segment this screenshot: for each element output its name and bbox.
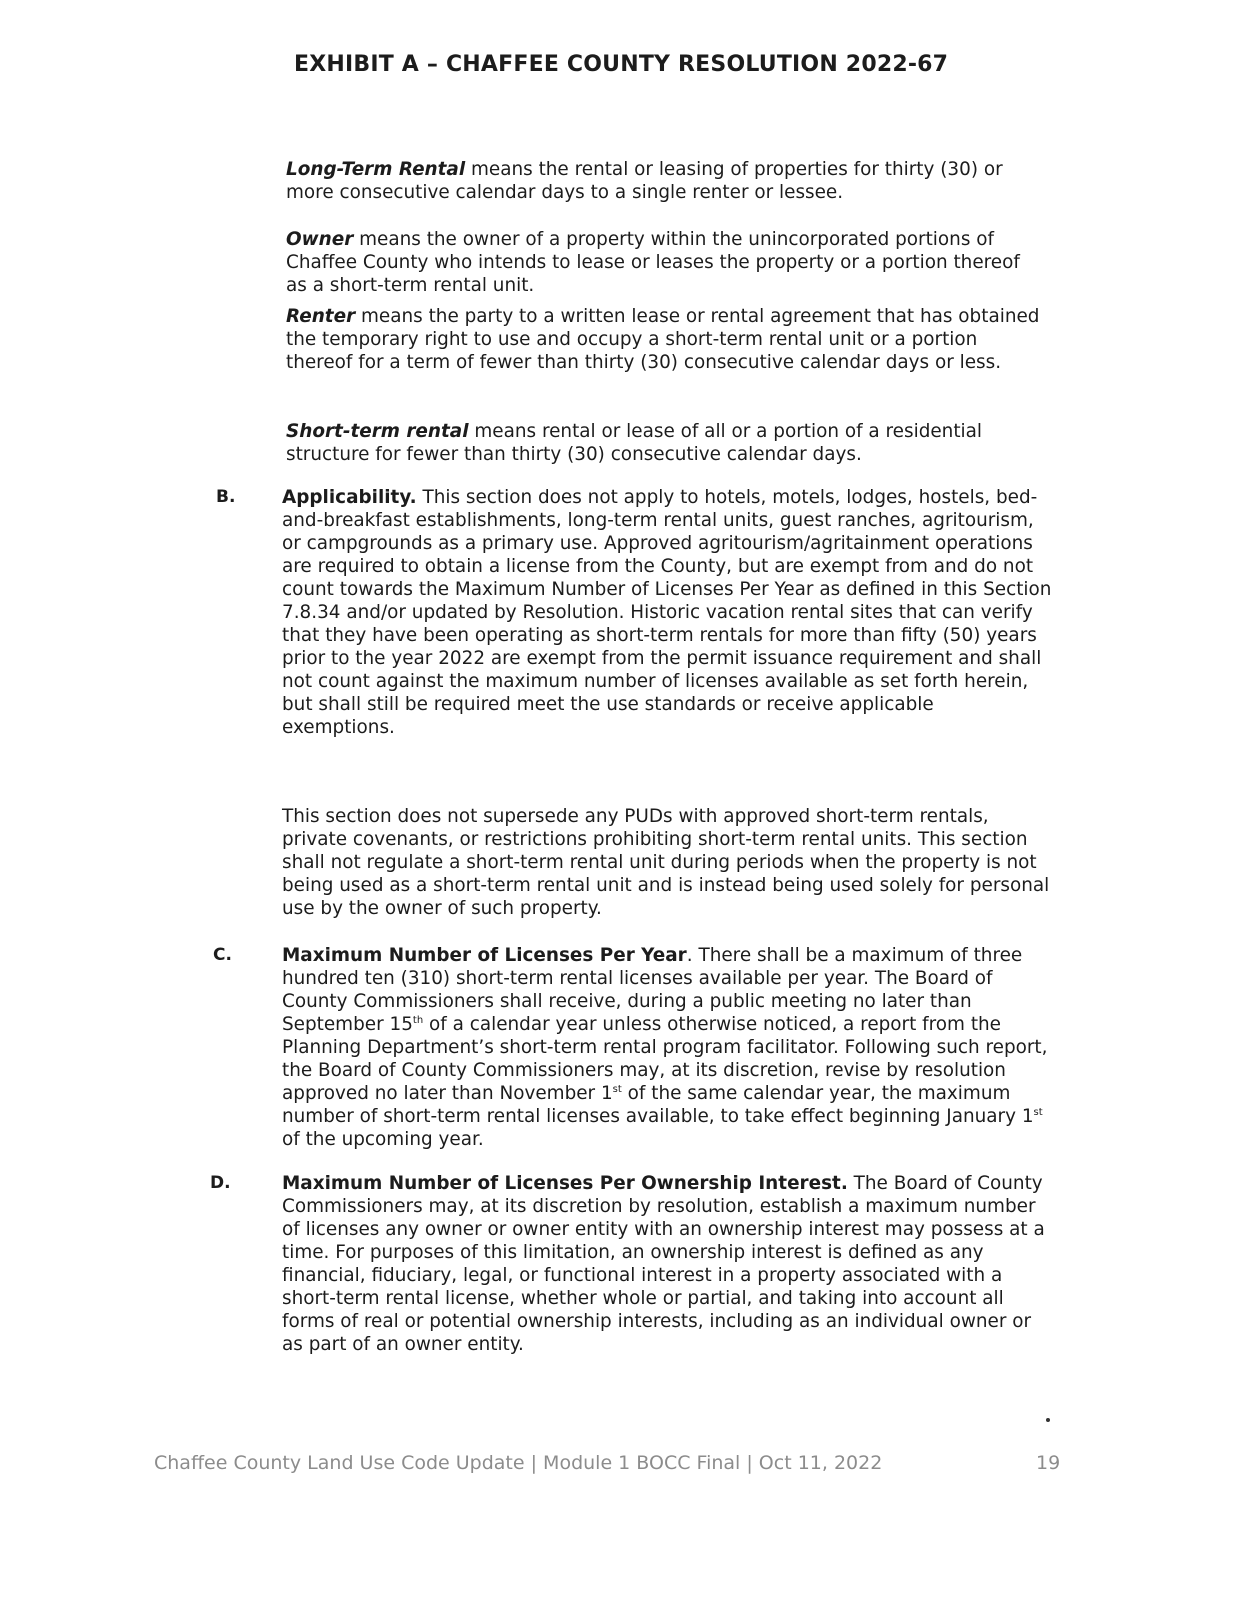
section-text: The Board of County Commissioners may, at its discretion by resolution, establish a maximum number of licenses any owner or owner entity with an ownership interest may possess at a time. For purposes of this limitation, an ownership interest is defined as any financial, fiduciary, legal, or functional interest in a property associated with a short-term rental license, whether whole or partial, and taking into account all forms of real or potential ownership interests, including as an individual owner or as part of an owner entity. (282, 1173, 1045, 1355)
definition-owner (286, 228, 1046, 297)
definition-term: Short-term rental (286, 421, 469, 442)
section-heading: Maximum Number of Licenses Per Year (282, 945, 687, 966)
section-text: of the upcoming year. (282, 1129, 484, 1150)
definition-renter (286, 305, 1046, 374)
section-d-max-licenses-per-ownership (282, 1172, 1052, 1356)
superscript: st (1033, 1106, 1043, 1118)
section-c-max-licenses-per-year (282, 944, 1052, 1151)
definition-term: Long-Term Rental (286, 159, 466, 180)
page-title: EXHIBIT A – CHAFFEE COUNTY RESOLUTION 2022-67 (294, 52, 949, 77)
definition-text: means the party to a written lease or rental agreement that has obtained the temporary right to use and occupy a short-term rental unit or a portion thereof for a term of fewer than thirty (30) consecutive calendar days or less. (286, 306, 1040, 373)
section-text: of a calendar year unless otherwise noticed, a report from the Planning Department’s short-term rental program facilitator. Following such report, the Board of County Commissioners may, at its discretion, revise by resolution approved no later than November 1 (282, 1014, 1048, 1104)
section-letter-c: C. (213, 945, 232, 965)
definition-long-term-rental (286, 158, 1046, 204)
page-number: 19 (1036, 1452, 1061, 1474)
section-heading: Applicability. (282, 487, 417, 508)
scan-speck (1046, 1418, 1050, 1422)
section-heading: Maximum Number of Licenses Per Ownership Interest. (282, 1173, 848, 1194)
footer-text: Chaffee County Land Use Code Update | Module 1 BOCC Final | Oct 11, 2022 (154, 1452, 883, 1474)
section-b-paragraph-2 (282, 805, 1052, 920)
section-text: . There shall be a maximum of three hundred ten (310) short-term rental licenses available per year. The Board of County Commissioners shall receive, during a public meeting no later than September 15 (282, 945, 1023, 1035)
section-text: This section does not supersede any PUDs with approved short-term rentals, private covenants, or restrictions prohibiting short-term rental units. This section shall not regulate a short-term rental unit during periods when the property is not being used as a short-term rental unit and is instead being used solely for personal use by the owner of such property. (282, 806, 1050, 919)
definition-text: means the owner of a property within the unincorporated portions of Chaffee County who intends to lease or leases the property or a portion thereof as a short-term rental unit. (286, 229, 1020, 296)
section-letter-d: D. (210, 1173, 231, 1193)
definition-term: Renter (286, 306, 356, 327)
definition-text: means the rental or leasing of properties for thirty (30) or more consecutive calendar days to a single renter or lessee. (286, 159, 1003, 203)
section-b-applicability (282, 486, 1052, 739)
definition-text: means rental or lease of all or a portion of a residential structure for fewer than thirty (30) consecutive calendar days. (286, 421, 983, 465)
definition-short-term-rental (286, 420, 1046, 466)
superscript: th (412, 1014, 424, 1026)
section-letter-b: B. (216, 487, 236, 507)
definition-term: Owner (286, 229, 354, 250)
superscript: st (612, 1083, 622, 1095)
section-text: of the same calendar year, the maximum number of short-term rental licenses available, to take effect beginning January 1 (282, 1083, 1034, 1127)
section-text: This section does not apply to hotels, motels, lodges, hostels, bed-and-breakfast establishments, long-term rental units, guest ranches, agritourism, or campgrounds as a primary use. Approved agritourism/agritainment operations are required to obtain a license from the County, but are exempt from and do not count towards the Maximum Number of Licenses Per Year as defined in this Section 7.8.34 and/or updated by Resolution. Historic vacation rental sites that can verify that they have been operating as short-term rentals for more than fifty (50) years prior to the year 2022 are exempt from the permit issuance requirement and shall not count against the maximum number of licenses available as set forth herein, but shall still be required meet the use standards or receive applicable exemptions. (282, 487, 1052, 738)
